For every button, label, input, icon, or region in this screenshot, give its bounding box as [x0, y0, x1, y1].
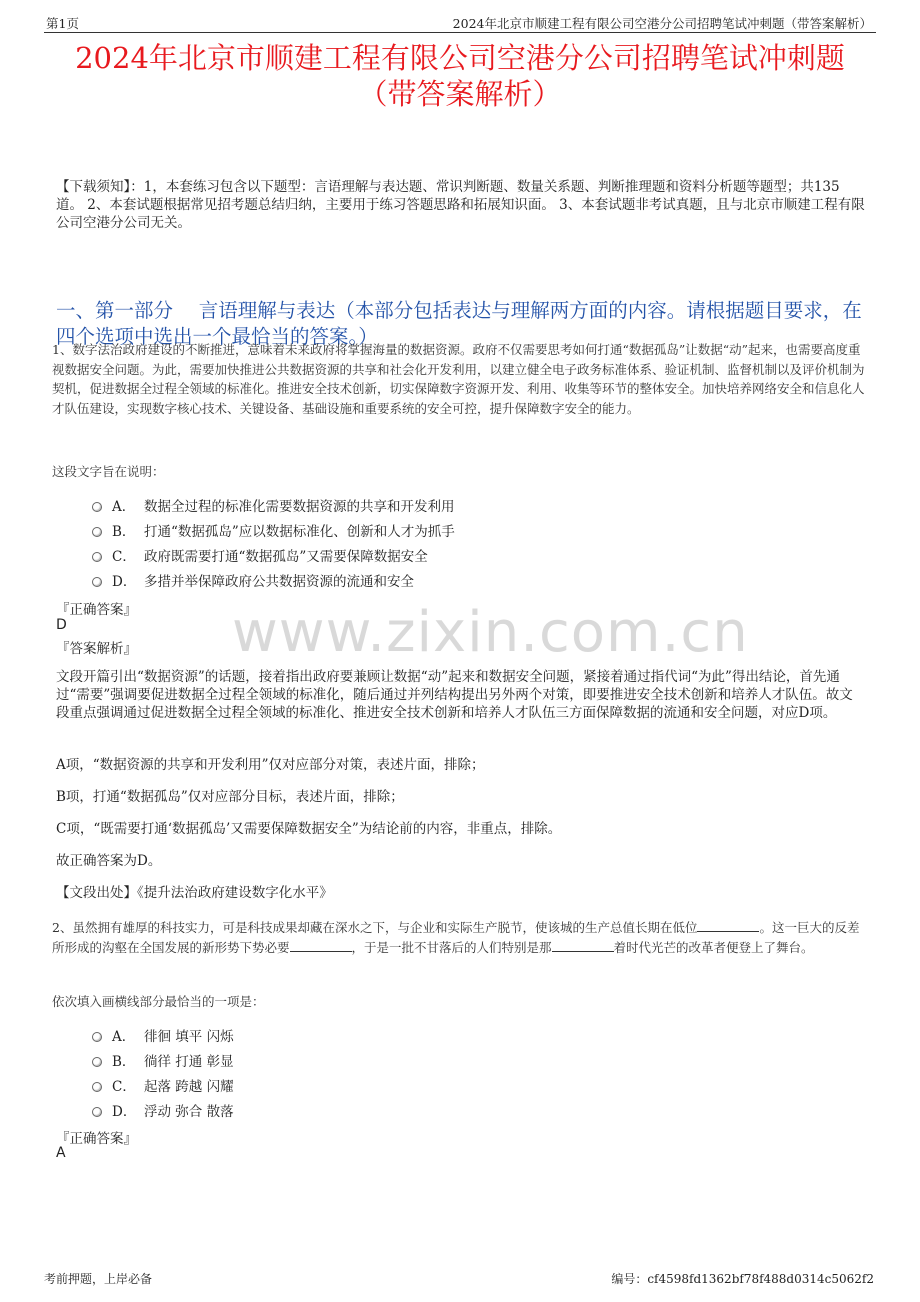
q1-option-b[interactable]: [92, 520, 455, 540]
option-text: 徜徉 打通 彰显: [144, 1054, 234, 1070]
q1-analysis-a: A项，“数据资源的共享和开发利用”仅对应部分对策，表述片面，排除；: [56, 757, 485, 773]
page-number: 第1页: [46, 16, 79, 31]
q1-analysis-label: 『答案解析』: [56, 641, 137, 657]
fill-blank: [290, 940, 352, 952]
doc-title-line1: 2024年北京市顺建工程有限公司空港分公司招聘笔试冲刺题: [75, 41, 845, 75]
watermark: www.zixin.com.cn: [232, 600, 749, 665]
q2-option-a[interactable]: [92, 1025, 234, 1045]
q2-text-part: 着时代光芒的改革者便登上了舞台。: [613, 939, 814, 955]
footer-slogan: 考前押题，上岸必备: [44, 1272, 153, 1286]
question-1-prompt: 这段文字旨在说明：: [52, 464, 165, 479]
q1-conclusion: 故正确答案为D。: [56, 853, 162, 869]
radio-icon[interactable]: [92, 1057, 102, 1067]
option-text: 起落 跨越 闪耀: [144, 1079, 234, 1095]
option-letter: D．: [112, 1104, 137, 1120]
download-notice: 【下载须知】：1，本套练习包含以下题型：言语理解与表达题、常识判断题、数量关系题、判断推理题和资料分析题等题型；共135道。 2、本套试题根据常见招考题总结归纳，主要用于练习答题思路和拓展知识面。 3、本套试题非考试真题，且与北京市顺建工程有限公司空港分公司无关。: [56, 179, 865, 231]
fill-blank: [697, 920, 759, 932]
q2-option-c[interactable]: [92, 1075, 234, 1095]
option-letter: D．: [112, 574, 137, 590]
option-text: 浮动 弥合 散落: [144, 1104, 234, 1120]
q2-option-d[interactable]: [92, 1100, 234, 1120]
q2-text-part: 2、虽然拥有雄厚的科技实力，可是科技成果却藏在深水之下，与企业和实际生产脱节，使该城的生产总值长期在低位: [52, 920, 698, 935]
doc-title-line2: （带答案解析）: [358, 77, 562, 111]
option-text: 徘徊 填平 闪烁: [144, 1029, 234, 1045]
radio-icon[interactable]: [92, 1032, 102, 1042]
radio-icon[interactable]: [92, 1082, 102, 1092]
option-letter: C．: [112, 1079, 136, 1095]
q1-analysis-c: C项，“既需要打通‘数据孤岛’又需要保障数据安全”为结论前的内容，非重点，排除。: [56, 821, 562, 837]
option-letter: B．: [112, 524, 136, 540]
option-text: 数据全过程的标准化需要数据资源的共享和开发利用: [144, 499, 455, 515]
option-letter: C．: [112, 549, 136, 565]
option-letter: A．: [112, 499, 136, 515]
q2-option-b[interactable]: [92, 1050, 234, 1070]
option-letter: A．: [112, 1029, 136, 1045]
radio-icon[interactable]: [92, 527, 102, 537]
radio-icon[interactable]: [92, 502, 102, 512]
page-header: [44, 12, 876, 33]
q2-text-part: ，于是一批不甘落后的人们特别是那: [351, 939, 552, 955]
footer-doc-id: 编号：cf4598fd1362bf78f488d0314c5062f2: [611, 1272, 874, 1286]
q1-analysis-b: B项，打通“数据孤岛”仅对应部分目标，表述片面，排除；: [56, 789, 404, 805]
question-2-prompt: 依次填入画横线部分最恰当的一项是：: [52, 994, 265, 1009]
fill-blank: [552, 940, 614, 952]
option-letter: B．: [112, 1054, 136, 1070]
section-heading: 一、第一部分 言语理解与表达（本部分包括表达与理解两方面的内容。请根据题目要求，在四个选项中选出一个最恰当的答案。）: [56, 299, 862, 348]
q1-answer: D: [56, 617, 67, 633]
q2-answer-label: 『正确答案』: [56, 1131, 137, 1147]
q2-text-part: 。这一巨大的反差所形成的沟壑在全国发展的新形势下势必要: [52, 920, 860, 955]
q1-analysis: 文段开篇引出“数据资源”的话题，接着指出政府要兼顾让数据“动”起来和数据安全问题，紧接着通过指代词“为此”得出结论，首先通过“需要”强调要促进数据全过程全领域的标准化，随后通过并列结构提出另外两个对策，即要推进安全技术创新和培养人才队伍。故文段重点强调通过促进数据全过程全领域的标准化、推进安全技术创新和培养人才队伍三方面保障数据的流通和安全问题，对应D项。: [56, 669, 853, 721]
q1-option-a[interactable]: [92, 495, 455, 515]
q1-option-d[interactable]: [92, 570, 414, 590]
question-1-text: 1、数字法治政府建设的不断推进，意味着未来政府将掌握海量的数据资源。政府不仅需要思考如何打通“数据孤岛”让数据“动”起来，也需要高度重视数据安全问题。为此，需要加快推进公共数据资源的共享和社会化开发利用，以建立健全电子政务标准体系、验证机制、监督机制以及评价机制为契机，促进数据全过程全领域的标准化。推进安全技术创新，切实保障数字资源开发、利用、收集等环节的整体安全。加快培养网络安全和信息化人才队伍建设，实现数字核心技术、关键设备、基础设施和重要系统的安全可控，提升保障数字安全的能力。: [52, 342, 865, 416]
radio-icon[interactable]: [92, 1107, 102, 1117]
question-2-text: [52, 918, 870, 957]
q1-option-c[interactable]: [92, 545, 428, 565]
radio-icon[interactable]: [92, 577, 102, 587]
option-text: 多措并举保障政府公共数据资源的流通和安全: [144, 574, 414, 590]
option-text: 打通“数据孤岛”应以数据标准化、创新和人才为抓手: [144, 524, 455, 540]
option-text: 政府既需要打通“数据孤岛”又需要保障数据安全: [144, 549, 428, 565]
q1-source: 【文段出处】《提升法治政府建设数字化水平》: [56, 885, 333, 901]
radio-icon[interactable]: [92, 552, 102, 562]
q2-answer: A: [56, 1145, 66, 1161]
header-doc-title: 2024年北京市顺建工程有限公司空港分公司招聘笔试冲刺题（带答案解析）: [452, 16, 872, 31]
q1-answer-label: 『正确答案』: [56, 602, 137, 618]
